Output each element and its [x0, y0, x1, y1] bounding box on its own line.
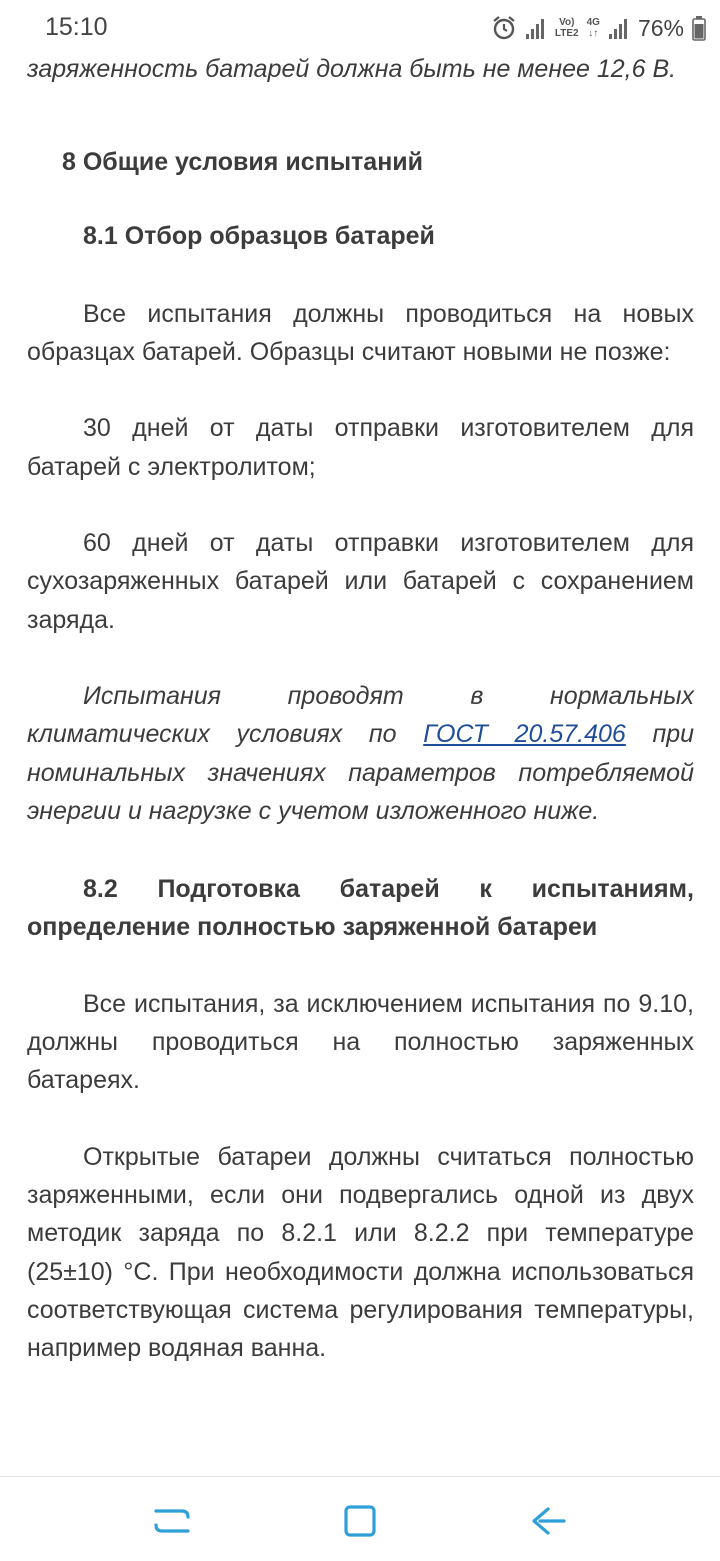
test-conditions-text-start: Испытания проводят в нормальных климатических условиях по	[27, 681, 694, 749]
gost-link[interactable]: ГОСТ 20.57.406	[423, 720, 626, 749]
section-heading-8-1: 8.1 Отбор образцов батарей	[83, 221, 435, 250]
recent-apps-icon[interactable]	[148, 1497, 196, 1545]
signal-icon	[525, 16, 547, 40]
document-content	[27, 50, 694, 1367]
paragraph-open-batteries: Открытые батареи должны считаться полностью заряженными, если они подвергались одной из двух методик заряда по 8.2.1 или 8.2.2 при температуре (25±10) °С. При необходимости должна использоваться соответствующая система регулирования температуры, например водяная ванна.	[27, 1142, 694, 1363]
test-conditions-text-end: при номинальных значениях параметров потребляемой энергии и нагрузке с учетом изложенного ниже.	[27, 720, 695, 825]
paragraph-test-conditions	[27, 677, 694, 830]
battery-icon	[692, 15, 706, 41]
section-heading-8: 8 Общие условия испытаний	[62, 148, 424, 177]
paragraph-30-days: 30 дней от даты отправки изготовителем для батарей с электролитом;	[27, 414, 694, 481]
paragraph-italic-continuation: заряженность батарей должна быть не менее 12,6 В.	[27, 55, 677, 83]
home-icon[interactable]	[336, 1497, 384, 1545]
signal-icon	[608, 16, 630, 40]
clock: 15:10	[45, 13, 108, 41]
status-bar	[0, 0, 720, 56]
data-indicator: 4G ↓↑	[586, 17, 600, 39]
navigation-bar	[0, 1476, 720, 1561]
volte-indicator: Vo) LTE2	[554, 17, 579, 39]
alarm-icon	[491, 15, 517, 41]
paragraph-all-except: Все испытания, за исключением испытания по 9.10, должны проводиться на полностью заряженных батареях.	[27, 989, 694, 1095]
back-icon[interactable]	[524, 1497, 572, 1545]
status-icons	[491, 12, 706, 44]
paragraph-all-tests: Все испытания должны проводиться на новых образцах батарей. Образцы считают новыми не позже:	[27, 299, 694, 367]
section-heading-8-2: 8.2 Подготовка батарей к испытаниям, определение полностью заряженной батареи	[27, 875, 694, 942]
battery-percent: 76%	[637, 14, 684, 41]
paragraph-60-days: 60 дней от даты отправки изготовителем для сухозаряженных батарей или батарей с сохранением заряда.	[27, 529, 694, 634]
